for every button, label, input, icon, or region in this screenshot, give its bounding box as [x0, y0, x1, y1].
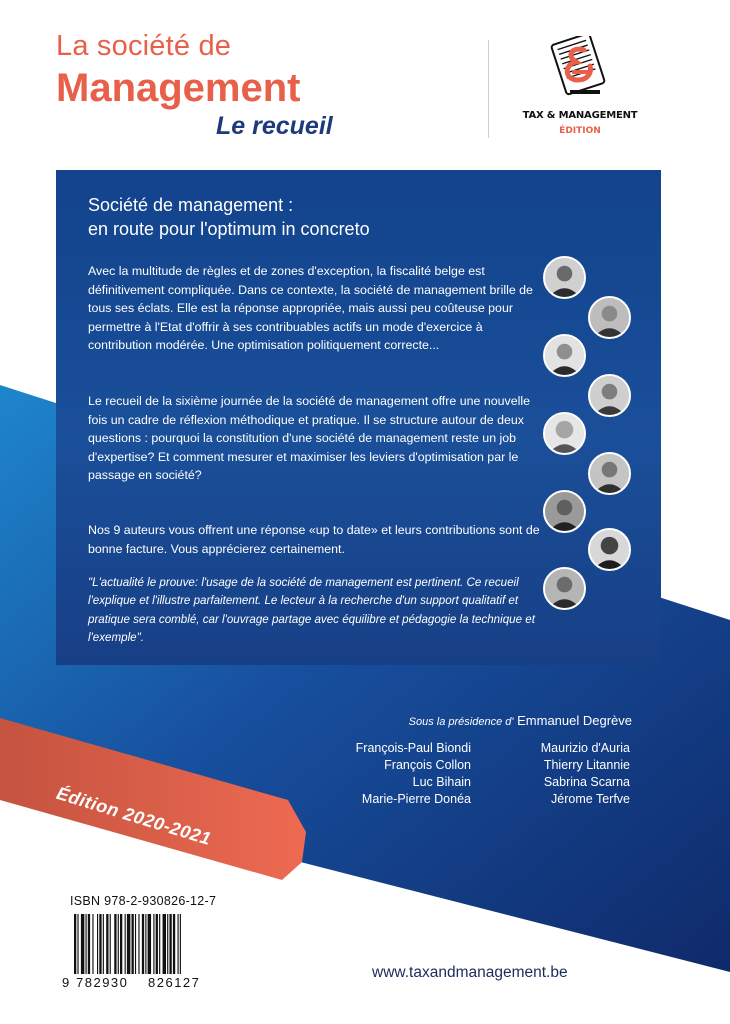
authors-list-right	[530, 740, 630, 808]
author-name: François-Paul Biondi	[355, 741, 471, 755]
barcode-bar	[99, 914, 101, 974]
barcode-bar	[178, 914, 179, 974]
barcode-bar	[163, 914, 166, 974]
paragraph-3: Nos 9 auteurs vous offrent une réponse «up to date» et leurs contributions sont de bonne facture. Vous apprécierez certainement.	[88, 523, 540, 556]
title-line-2: Management	[56, 66, 301, 110]
barcode-bar	[86, 914, 87, 974]
barcode-bar	[114, 914, 116, 974]
author-portrait-icon	[588, 296, 631, 339]
barcode-bar	[167, 914, 168, 974]
author-portrait-icon	[543, 567, 586, 610]
author-name: Marie-Pierre Donéa	[361, 792, 471, 806]
author-name: Jérome Terfve	[551, 792, 630, 806]
barcode-bar	[138, 914, 139, 974]
barcode-bar	[106, 914, 108, 974]
barcode-bar	[97, 914, 98, 974]
paragraph-2: Le recueil de la sixième journée de la société de management offre une nouvelle fois un cadre de réflexion méthodique et pratique. Il se structure autour de deux questions : pourquoi la constitution d'une société de management reste un job d'expertise? Et comment mesurer et maximiser les leviers d'optimisation par le passage en société?	[88, 394, 530, 483]
barcode-bar	[180, 914, 181, 974]
barcode-bar	[125, 914, 126, 974]
author-name: Luc Bihain	[412, 775, 471, 789]
tax-and-management-logo	[548, 36, 608, 100]
barcode-bar	[88, 914, 90, 974]
barcode-bar	[159, 914, 160, 974]
barcode-bar	[92, 914, 93, 974]
author-portrait-icon	[588, 528, 631, 571]
barcode-bar	[135, 914, 136, 974]
barcode-bar	[103, 914, 104, 974]
barcode-bar	[169, 914, 171, 974]
author-portrait-icon	[543, 334, 586, 377]
barcode-bar	[156, 914, 158, 974]
author-portrait-icon	[543, 412, 586, 455]
barcode-bar	[132, 914, 134, 974]
barcode-bar	[110, 914, 111, 974]
barcode-bar	[127, 914, 130, 974]
author-portrait-icon	[588, 452, 631, 495]
summary-heading-line-2: en route pour l'optimum in concreto	[88, 219, 370, 239]
barcode-bar	[148, 914, 151, 974]
barcode-digits-group-1: 782930	[76, 975, 129, 990]
barcode-bar	[173, 914, 175, 974]
brand-edition: ÉDITION	[559, 126, 601, 136]
authors-list-left	[356, 740, 471, 808]
barcode-bar	[142, 914, 144, 974]
edition-label: Édition 2020-2021	[54, 783, 214, 850]
barcode-digits-group-2: 826127	[148, 975, 201, 990]
website-link[interactable]: www.taxandmanagement.be	[372, 964, 568, 981]
author-name: François Collon	[384, 758, 471, 772]
barcode-bar	[145, 914, 146, 974]
barcode-bar	[81, 914, 84, 974]
author-name: Maurizio d'Auria	[540, 741, 630, 755]
author-name: Sabrina Scarna	[543, 775, 630, 789]
author-portrait-icon	[543, 256, 586, 299]
paragraph-1: Avec la multitude de règles et de zones d'exception, la fiscalité belge est définitivement compliquée. Dans ce contexte, la société de management brille de tous ses éclats. Elle est la réponse appropriée, mais aussi peu coûteuse pour permettre à l'Etat d'offrir à ses contribuables actifs un mode d'exercice à contribution modérée. Une optimisation politiquement correcte...	[88, 264, 533, 353]
author-portrait-icon	[588, 374, 631, 417]
title-line-1: La société de	[56, 30, 232, 62]
barcode	[60, 912, 222, 990]
barcode-bar	[118, 914, 119, 974]
barcode-first-digit: 9	[62, 975, 70, 990]
author-name: Thierry Litannie	[543, 758, 630, 772]
barcode-bar	[77, 914, 78, 974]
presidency-line	[409, 713, 632, 728]
barcode-bar	[74, 914, 76, 974]
president-name: Emmanuel Degrève	[517, 713, 632, 728]
review-quote: "L'actualité le prouve: l'usage de la société de management est pertinent. Ce recueil l'explique et l'illustre parfaitement. Le lecteur à la recherche d'un support qualitatif et pratique sera comblé, car l'ouvrage partage avec équilibre et pédagogie la technique et l'exemple".	[88, 576, 535, 645]
subtitle-recueil: Le recueil	[216, 112, 333, 140]
presidency-label: Sous la présidence d'	[408, 716, 514, 728]
brand-name: TAX & MANAGEMENT	[522, 110, 638, 121]
barcode-bar	[120, 914, 122, 974]
summary-heading-line-1: Société de management :	[88, 195, 294, 215]
author-portrait-icon	[543, 490, 586, 533]
barcode-bar	[153, 914, 154, 974]
isbn-number: ISBN 978-2-930826-12-7	[70, 894, 217, 908]
header-divider	[488, 40, 489, 138]
summary-heading	[88, 193, 488, 241]
